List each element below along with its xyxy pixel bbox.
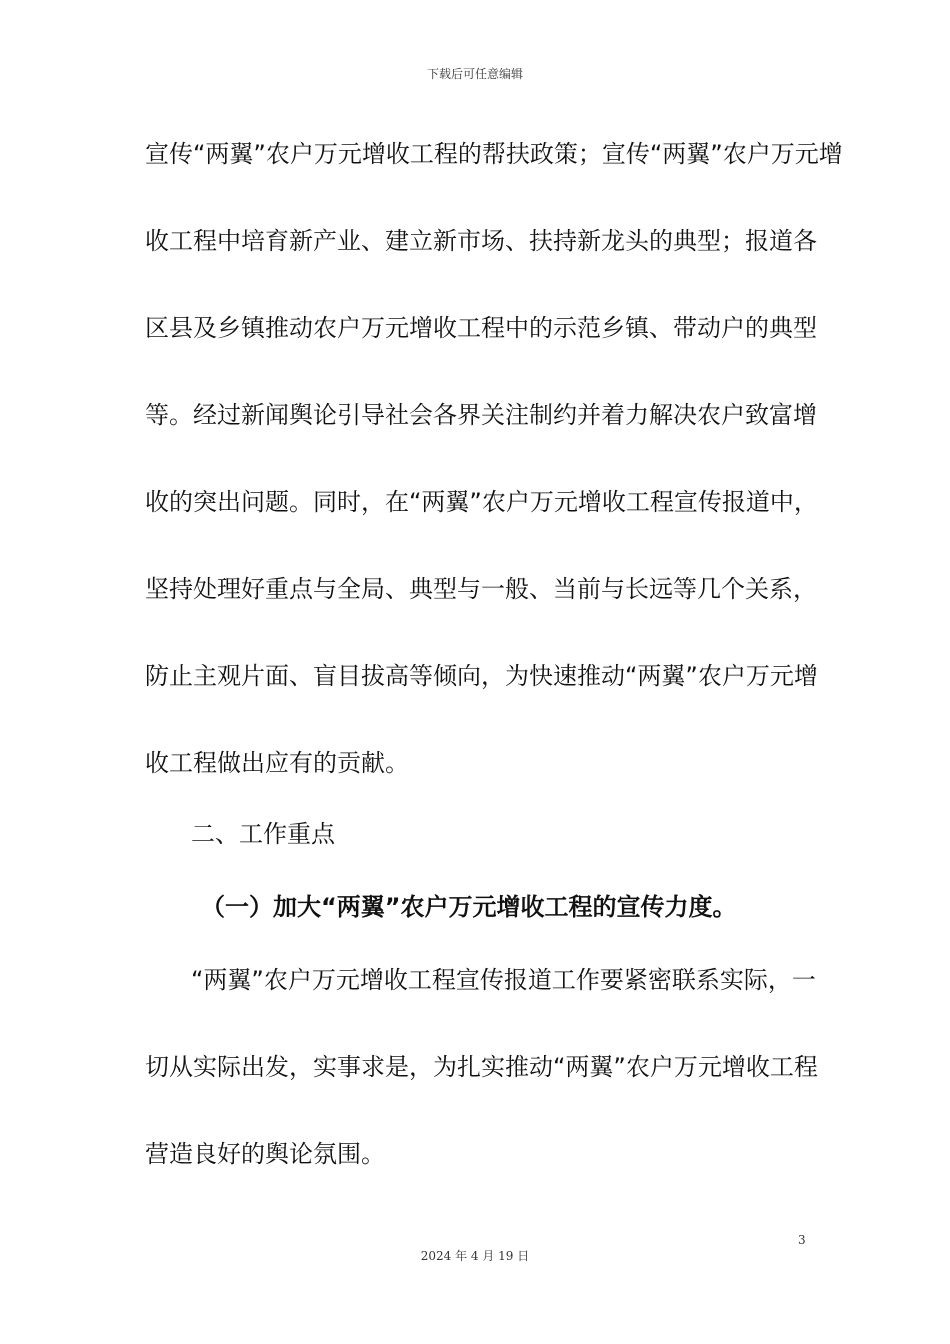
text-line: 收的突出问题。同时，在“两翼”农户万元增收工程宣传报道中， xyxy=(145,488,818,516)
text-line: 收工程中培育新产业、建立新市场、扶持新龙头的典型；报道各 xyxy=(145,227,817,255)
page-header: 下载后可任意编辑 xyxy=(426,67,523,81)
text-line: 切从实际出发，实事求是，为扎实推动“两翼”农户万元增收工程 xyxy=(145,1053,818,1081)
text-line: 等。经过新闻舆论引导社会各界关注制约并着力解决农户致富增 xyxy=(145,401,817,429)
subsection-heading: （一）加大“两翼”农户万元增收工程的宣传力度。 xyxy=(201,893,737,921)
page-number: 3 xyxy=(798,1233,806,1247)
footer-date: 2024 年 4 月 19 日 xyxy=(420,1249,530,1263)
text-line: 宣传“两翼”农户万元增收工程的帮扶政策；宣传“两翼”农户万元增 xyxy=(145,140,843,168)
section-heading: 二、工作重点 xyxy=(191,820,335,848)
text-line: 营造良好的舆论氛围。 xyxy=(145,1140,385,1168)
text-line: 区县及乡镇推动农户万元增收工程中的示范乡镇、带动户的典型 xyxy=(145,314,817,342)
text-line: “两翼”农户万元增收工程宣传报道工作要紧密联系实际，一 xyxy=(191,966,816,994)
text-line: 收工程做出应有的贡献。 xyxy=(145,749,409,777)
text-line: 防止主观片面、盲目拔高等倾向，为快速推动“两翼”农户万元增 xyxy=(145,662,818,690)
text-line: 坚持处理好重点与全局、典型与一般、当前与长远等几个关系， xyxy=(145,575,817,603)
